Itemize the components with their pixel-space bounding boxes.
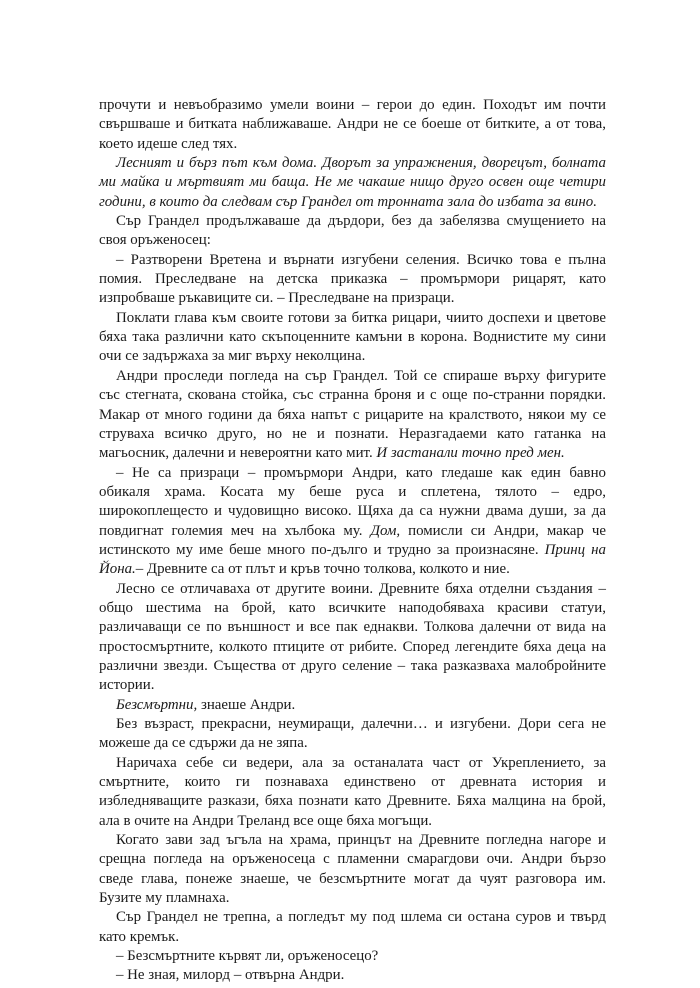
text-segment: Без възраст, прекрасни, неумиращи, далечни… и изгубени. Дори сега не можеше да се сдържи да не зяпа. — [99, 716, 606, 752]
text-segment: – Разтворени Вретена и върнати изгубени селения. Всичко това е пълна помия. Преследване на детска приказка – промърмори рицарят, като изпробваше ръкавиците си. – Преследване на призраци. — [99, 251, 606, 307]
text-segment: прочути и невъобразимо умели воини – герои до един. Походът им почти свършваше и битката наближаваше. Андри не се боеше от битките, а от това, което идеше след тях. — [99, 97, 606, 152]
text-segment: – Древните са от плът и кръв точно толкова, колкото и ние. — [135, 561, 510, 578]
paragraph-p6 — [99, 367, 606, 464]
italic-text-segment: И застанали точно пред мен. — [376, 445, 565, 462]
text-segment: знаеше Андри. — [197, 696, 296, 713]
paragraph-p14 — [99, 947, 606, 966]
paragraph-p12 — [99, 831, 606, 908]
paragraph-p4 — [99, 251, 606, 309]
paragraph-p3 — [99, 212, 606, 251]
book-page — [99, 96, 606, 986]
paragraph-p8 — [99, 580, 606, 696]
text-segment: Когато зави зад ъгъла на храма, принцът на Древните погледна нагоре и срещна погледа на оръженосеца с пламенни смарагдови очи. Андри бързо сведе глава, понеже знаеше, че безсмъртните могат да чуят разговора им. Бузите му пламнаха. — [99, 832, 606, 907]
paragraph-p7 — [99, 464, 606, 580]
text-segment: Лесно се отличаваха от другите воини. Древните бяха отделни създания – общо шестима на брой, като всичките наподобяваха красиви статуи, различаващи се по външност и все пак еднакви. Толкова далечни от вида на простосмъртните, колкото птиците от рибите. Според легендите бяха деца на различни звезди. Същества от друго селение – така разказваха малобройните истории. — [99, 580, 606, 694]
paragraph-p11 — [99, 754, 606, 831]
italic-text-segment: Принц на Йона. — [99, 541, 606, 578]
text-segment: Поклати глава към своите готови за битка рицари, чиито доспехи и цветове бяха така различни като скъпоценните камъни в корона. Воднистите му сини очи се задържаха за миг върху неколцина. — [99, 309, 606, 365]
text-segment: Наричаха себе си ведери, ала за останалата част от Укреплението, за смъртните, които ги познаваха единствено от древната история и избледняващите разкази, бяха познати като Древните. Бяха малцина на брой, ала в очите на Андри Треланд все още бяха могъщи. — [99, 754, 606, 829]
paragraph-p5 — [99, 309, 606, 367]
text-segment: помисли си Андри, макар че истинското му име беше много по-дълго и трудно за произнасяне. — [99, 522, 606, 558]
text-segment: Сър Грандел не трепна, а погледът му под шлема си остана суров и твърд като кремък. — [99, 909, 606, 945]
paragraph-p1 — [99, 96, 606, 154]
paragraph-p15 — [99, 966, 606, 985]
text-segment: Андри проследи погледа на сър Грандел. Той се спираше върху фигурите със стегната, скована стойка, със странна броня и с още по-странни порядки. Макар от много години да бяха напът с рицарите на кралството, някои му се струваха всичко друго, но не и познати. Неразгадаеми като гатанка на магьосник, далечни и невероятни като мит. — [99, 367, 606, 462]
paragraph-p9 — [99, 696, 606, 715]
text-segment: – Не зная, милорд – отвърна Андри. — [116, 967, 345, 984]
text-segment: – Безсмъртните кървят ли, оръженосецо? — [116, 948, 379, 965]
italic-text-segment: Безсмъртни, — [116, 696, 198, 713]
paragraph-p10 — [99, 715, 606, 754]
paragraph-p13 — [99, 908, 606, 947]
italic-text-segment: Дом, — [370, 522, 401, 539]
italic-text-segment: Лесният и бърз път към дома. Дворът за упражнения, дворецът, болната ми майка и мъртвият ми баща. Не ме чакаше нищо друго освен още четири години, в които да следвам сър Грандел от тронната зала до избата за вино. — [99, 155, 606, 210]
text-segment: – Не са призраци – промърмори Андри, като гледаше как един бавно обикаля храма. Косата му беше руса и сплетена, тялото – едро, широкоплещесто и чудовищно високо. Щяха да са нужни двама души, за да повдигнат големия меч на хълбока му. — [99, 464, 606, 539]
text-segment: Сър Грандел продължаваше да дърдори, без да забелязва смущението на своя оръженосец: — [99, 213, 606, 249]
paragraph-p2 — [99, 154, 606, 212]
